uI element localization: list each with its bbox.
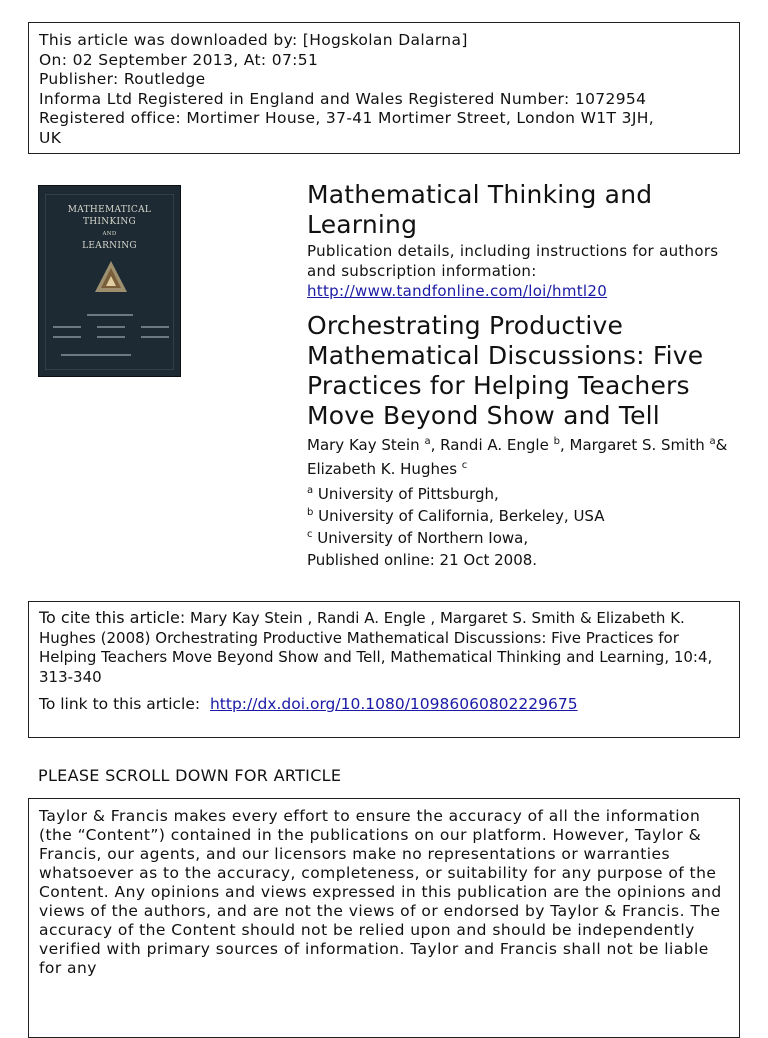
disclaimer-box: [28, 798, 740, 1038]
journal-url-link[interactable]: http://www.tandfonline.com/loi/hmtl20: [307, 282, 608, 300]
author-name: Mary Kay Stein: [307, 436, 420, 454]
affiliation-marker: a: [709, 436, 716, 447]
affiliation-marker: c: [461, 460, 468, 471]
affiliation-marker: b: [553, 436, 560, 447]
cover-detail: [53, 336, 81, 338]
download-line: On: 02 September 2013, At: 07:51: [39, 50, 319, 69]
published-date: Published online: 21 Oct 2008.: [307, 551, 538, 569]
affiliation-list: [307, 483, 747, 571]
journal-title: Mathematical Thinking and Learning: [307, 180, 653, 239]
affiliation-text: University of Northern Iowa,: [317, 529, 529, 547]
doi-link[interactable]: http://dx.doi.org/10.1080/10986060802229675: [209, 695, 578, 713]
affiliation: [307, 505, 747, 527]
publication-details-text: Publication details, including instructions for authors and subscription information:: [307, 242, 719, 280]
cover-detail: [141, 336, 169, 338]
affiliation: [307, 483, 747, 505]
article-link-label: To link to this article:: [39, 695, 201, 713]
citation-text-block: [39, 608, 729, 687]
citation-label: To cite this article:: [39, 608, 186, 627]
publication-details: [307, 241, 747, 301]
download-line: Informa Ltd Registered in England and Wales Registered Number: 1072954: [39, 89, 647, 108]
author-name: Randi A. Engle: [440, 436, 549, 454]
author-list: Mary Kay Stein $^a$, Randi A. Engle $^b$, Margaret S. Smith $^a$& Elizabeth K. Hughes $^c$: [307, 436, 728, 478]
citation-box: [28, 601, 740, 738]
journal-cover-image: [38, 185, 181, 377]
download-line: This article was downloaded by: [Hogskolan Dalarna]: [39, 31, 468, 49]
download-line: UK: [39, 128, 62, 147]
scroll-notice: PLEASE SCROLL DOWN FOR ARTICLE: [38, 766, 342, 785]
cover-title-line: THINKING: [82, 217, 137, 227]
affiliation-text: University of California, Berkeley, USA: [318, 507, 605, 525]
cover-title-line: LEARNING: [82, 241, 137, 251]
affiliation-marker: a: [307, 485, 314, 496]
cover-detail: [97, 326, 125, 328]
cover-title-line: MATHEMATICAL: [67, 205, 152, 215]
download-info-box: [28, 22, 740, 154]
cover-detail: [53, 326, 81, 328]
download-line: Publisher: Routledge: [39, 70, 206, 88]
affiliation: [307, 527, 747, 549]
cover-detail: [141, 326, 169, 328]
disclaimer-text: Taylor & Francis makes every effort to ensure the accuracy of all the information (the “Content”) contained in the publications on our platform. However, Taylor & Francis, our agents, and our licensors make no representations or warranties whatsoever as to the accuracy, completeness, or suitability for any purpose of the Content. Any opinions and views expressed in this publication are the opinions and views of the authors, and are not the views of or endorsed by Taylor & Francis. The accuracy of the Content should not be relied upon and should be independently verified with primary sources of information. Taylor and Francis shall not be liable for any: [39, 807, 722, 977]
cover-detail: [97, 336, 125, 338]
author-name: Elizabeth K. Hughes: [307, 460, 458, 478]
affiliation-text: University of Pittsburgh,: [317, 485, 499, 503]
cover-detail: [87, 314, 133, 316]
cover-detail: [61, 354, 131, 356]
affiliation-marker: a: [424, 436, 431, 447]
cover-pyramid-graphic: [39, 186, 181, 377]
cover-title-line: AND: [102, 231, 117, 237]
affiliation-marker: c: [307, 529, 313, 540]
affiliation-marker: b: [307, 507, 314, 518]
author-name: Margaret S. Smith: [569, 436, 705, 454]
article-title: Orchestrating Productive Mathematical Discussions: Five Practices for Helping Teachers Move Beyond Show and Tell: [307, 311, 704, 430]
download-line: Registered office: Mortimer House, 37-41 Mortimer Street, London W1T 3JH,: [39, 109, 655, 127]
article-link-row: [39, 695, 729, 713]
citation-text: Mary Kay Stein , Randi A. Engle , Margaret S. Smith & Elizabeth K. Hughes (2008) Orchestrating Productive Mathematical Discussions: Five Practices for Helping Teachers Move Beyond Show and Tell, Mathematical Thinking and Learning, 10:4, 313-340: [39, 609, 713, 686]
